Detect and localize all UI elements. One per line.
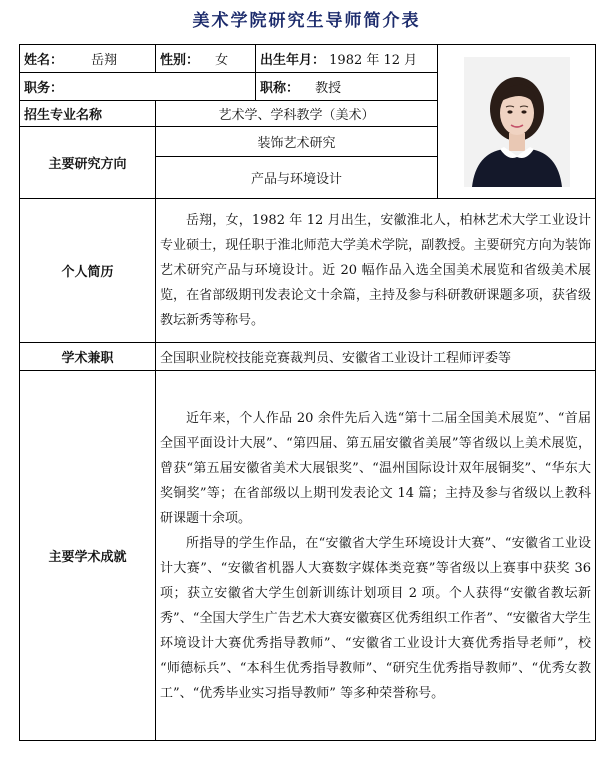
title-value: 教授 xyxy=(315,81,342,96)
birth-value: 1982 年 12 月 xyxy=(329,53,418,68)
part-time-text: 全国职业院校技能竞赛裁判员、安徽省工业设计工程师评委等 xyxy=(156,343,596,371)
row-bio xyxy=(20,199,596,343)
title-cell xyxy=(256,73,438,101)
position-cell xyxy=(20,73,256,101)
photo-cell xyxy=(438,45,596,199)
birth-label: 出生年月： xyxy=(260,53,326,68)
page-title: 美术学院研究生导师简介表 xyxy=(192,11,421,31)
position-label: 职务： xyxy=(24,81,64,96)
gender-label: 性别： xyxy=(160,53,200,68)
birth-cell xyxy=(256,45,438,73)
name-label: 姓名： xyxy=(24,53,64,68)
research-item: 产品与环境设计 xyxy=(156,157,438,199)
achievement-paragraph: 所指导的学生作品，在“安徽省大学生环境设计大赛”、“安徽省工业设计大赛”、“安徽省机器人大赛数字媒体类竞赛”等省级以上赛事中获奖 36 项；获立安徽省大学生创新训练计划项目 2 项。个人获得“安徽省教坛新秀”、“全国大学生广告艺术大赛安徽赛区优秀组织工作者”、“安徽省大学生环境设计大赛优秀指导教师”、“安徽省工业设计大赛优秀指导老师”，校 “师德标兵”、“本科生优秀指导教师”、“研究生优秀指导教师”、“优秀女教工”、“优秀毕业实习指导教师” 等多种荣誉称号。 xyxy=(160,535,591,701)
profile-table xyxy=(19,44,596,741)
bio-cell xyxy=(156,199,596,343)
row-part-time xyxy=(20,343,596,371)
title-label: 职称： xyxy=(260,81,300,96)
major-value: 艺术学、学科教学（美术） xyxy=(156,101,438,127)
row-basic xyxy=(20,45,596,73)
name-value: 岳翔 xyxy=(91,53,118,68)
research-item: 装饰艺术研究 xyxy=(156,127,438,157)
part-time-label: 学术兼职 xyxy=(20,343,156,371)
research-label: 主要研究方向 xyxy=(20,127,156,199)
row-achievement xyxy=(20,371,596,741)
achievement-label: 主要学术成就 xyxy=(20,371,156,741)
gender-cell xyxy=(156,45,256,73)
achievement-cell xyxy=(156,371,596,741)
bio-label: 个人简历 xyxy=(20,199,156,343)
gender-value: 女 xyxy=(215,53,229,68)
major-label: 招生专业名称 xyxy=(20,101,156,127)
portrait-photo xyxy=(464,57,570,187)
name-cell xyxy=(20,45,156,73)
bio-text: 岳翔，女，1982 年 12 月出生，安徽淮北人，柏林艺术大学工业设计专业硕士，现任职于淮北师范大学美术学院，副教授。主要研究方向为装饰艺术研究产品与环境设计。近 20 幅作品入选全国美术展览和省级美术展览，在省部级期刊发表论文十余篇，主持及参与科研教研课题多项，获省级教坛新秀等称号。 xyxy=(160,213,591,328)
achievement-paragraph: 近年来，个人作品 20 余件先后入选“第十二届全国美术展览”、“首届全国平面设计大展”、“第四届、第五届安徽省美展”等省级以上美术展览，曾获“第五届安徽省美术大展银奖”、“温州国际设计双年展铜奖”、“华东大奖铜奖”等；在省部级以上期刊发表论文 14 篇；主持及参与省级以上教科研课题十余项。 xyxy=(160,410,591,526)
